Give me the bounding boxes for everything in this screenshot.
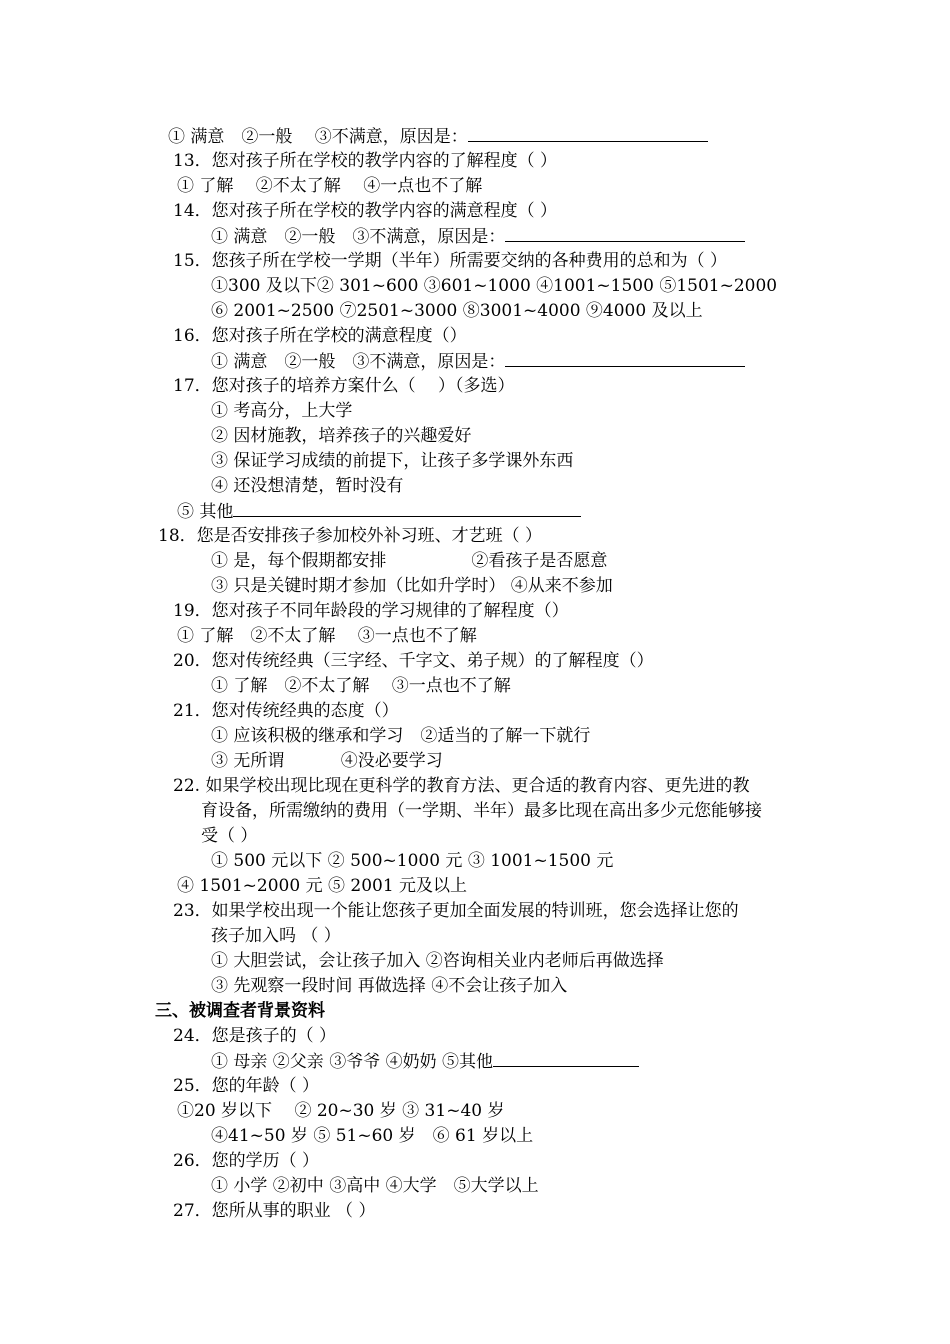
q23-options-1: ① 大胆尝试，会让孩子加入 ②咨询相关业内老师后再做选择 xyxy=(211,951,664,971)
q21-question: 21．您对传统经典的态度（） xyxy=(173,701,399,721)
q13-question: 13．您对孩子所在学校的教学内容的了解程度（ ） xyxy=(173,151,558,171)
q18-options-1: ① 是，每个假期都安排 ②看孩子是否愿意 xyxy=(211,551,608,571)
q17-option-3: ③ 保证学习成绩的前提下，让孩子多学课外东西 xyxy=(211,451,574,471)
q24-options: ① 母亲 ②父亲 ③爷爷 ④奶奶 ⑤其他 xyxy=(211,1049,639,1073)
q13-options: ① 了解 ②不太了解 ④一点也不了解 xyxy=(177,176,483,196)
q15-options-1: ①300 及以下② 301~600 ③601~1000 ④1001~1500 ⑤1501~2000 xyxy=(211,276,778,296)
q15-question: 15．您孩子所在学校一学期（半年）所需要交纳的各种费用的总和为（ ） xyxy=(173,251,728,271)
answer-blank xyxy=(505,349,745,367)
q14-options: ① 满意 ②一般 ③不满意，原因是： xyxy=(211,224,745,248)
q22-options-2: ④ 1501~2000 元 ⑤ 2001 元及以上 xyxy=(177,876,468,896)
q26-question: 26．您的学历（ ） xyxy=(173,1151,320,1171)
q19-question: 19．您对孩子不同年龄段的学习规律的了解程度（） xyxy=(173,601,569,621)
q18-options-2: ③ 只是关键时期才参加（比如升学时） ④从来不参加 xyxy=(211,576,613,596)
q22-question-2: 育设备，所需缴纳的费用（一学期、半年）最多比现在高出多少元您能够接 xyxy=(201,801,762,821)
q17-option-1: ① 考高分，上大学 xyxy=(211,401,353,421)
q17-question: 17．您对孩子的培养方案什么（ ）（多选） xyxy=(173,376,515,396)
q16-question: 16．您对孩子所在学校的满意程度（） xyxy=(173,326,467,346)
answer-blank xyxy=(493,1049,639,1067)
q23-options-2: ③ 先观察一段时间 再做选择 ④不会让孩子加入 xyxy=(211,976,568,996)
q22-question-1: 22. 如果学校出现比现在更科学的教育方法、更合适的教育内容、更先进的教 xyxy=(173,776,750,796)
q20-options: ① 了解 ②不太了解 ③一点也不了解 xyxy=(211,676,511,696)
q23-question-1: 23．如果学校出现一个能让您孩子更加全面发展的特训班，您会选择让您的 xyxy=(173,901,739,921)
q27-question: 27．您所从事的职业 （ ） xyxy=(173,1201,376,1221)
q16-options: ① 满意 ②一般 ③不满意，原因是： xyxy=(211,349,745,373)
q18-question: 18．您是否安排孩子参加校外补习班、才艺班（ ） xyxy=(158,526,543,546)
q23-question-2: 孩子加入吗 （ ） xyxy=(211,926,341,946)
answer-blank xyxy=(233,499,581,517)
q19-options: ① 了解 ②不太了解 ③一点也不了解 xyxy=(177,626,477,646)
q24-question: 24．您是孩子的（ ） xyxy=(173,1026,337,1046)
q25-question: 25．您的年龄（ ） xyxy=(173,1076,320,1096)
q25-options-2: ④41~50 岁 ⑤ 51~60 岁 ⑥ 61 岁以上 xyxy=(211,1126,534,1146)
q14-question: 14．您对孩子所在学校的教学内容的满意程度（ ） xyxy=(173,201,558,221)
answer-blank xyxy=(505,224,745,242)
q15-options-2: ⑥ 2001~2500 ⑦2501~3000 ⑧3001~4000 ⑨4000 及以上 xyxy=(211,301,703,321)
q12-options: ① 满意 ②一般 ③不满意，原因是： xyxy=(168,124,708,148)
q21-options-1: ① 应该积极的继承和学习 ②适当的了解一下就行 xyxy=(211,726,591,746)
q21-options-2: ③ 无所谓 ④没必要学习 xyxy=(211,751,443,771)
q22-options-1: ① 500 元以下 ② 500~1000 元 ③ 1001~1500 元 xyxy=(211,851,614,871)
q25-options-1: ①20 岁以下 ② 20~30 岁 ③ 31~40 岁 xyxy=(177,1101,505,1121)
q20-question: 20．您对传统经典（三字经、千字文、弟子规）的了解程度（） xyxy=(173,651,654,671)
q26-options: ① 小学 ②初中 ③高中 ④大学 ⑤大学以上 xyxy=(211,1176,539,1196)
answer-blank xyxy=(468,124,708,142)
q22-question-3: 受（ ） xyxy=(201,826,258,846)
section-heading: 三、被调查者背景资料 xyxy=(155,1001,325,1021)
q17-option-5: ⑤ 其他 xyxy=(177,499,581,523)
q17-option-4: ④ 还没想清楚，暂时没有 xyxy=(211,476,404,496)
q17-option-2: ② 因材施教，培养孩子的兴趣爱好 xyxy=(211,426,472,446)
